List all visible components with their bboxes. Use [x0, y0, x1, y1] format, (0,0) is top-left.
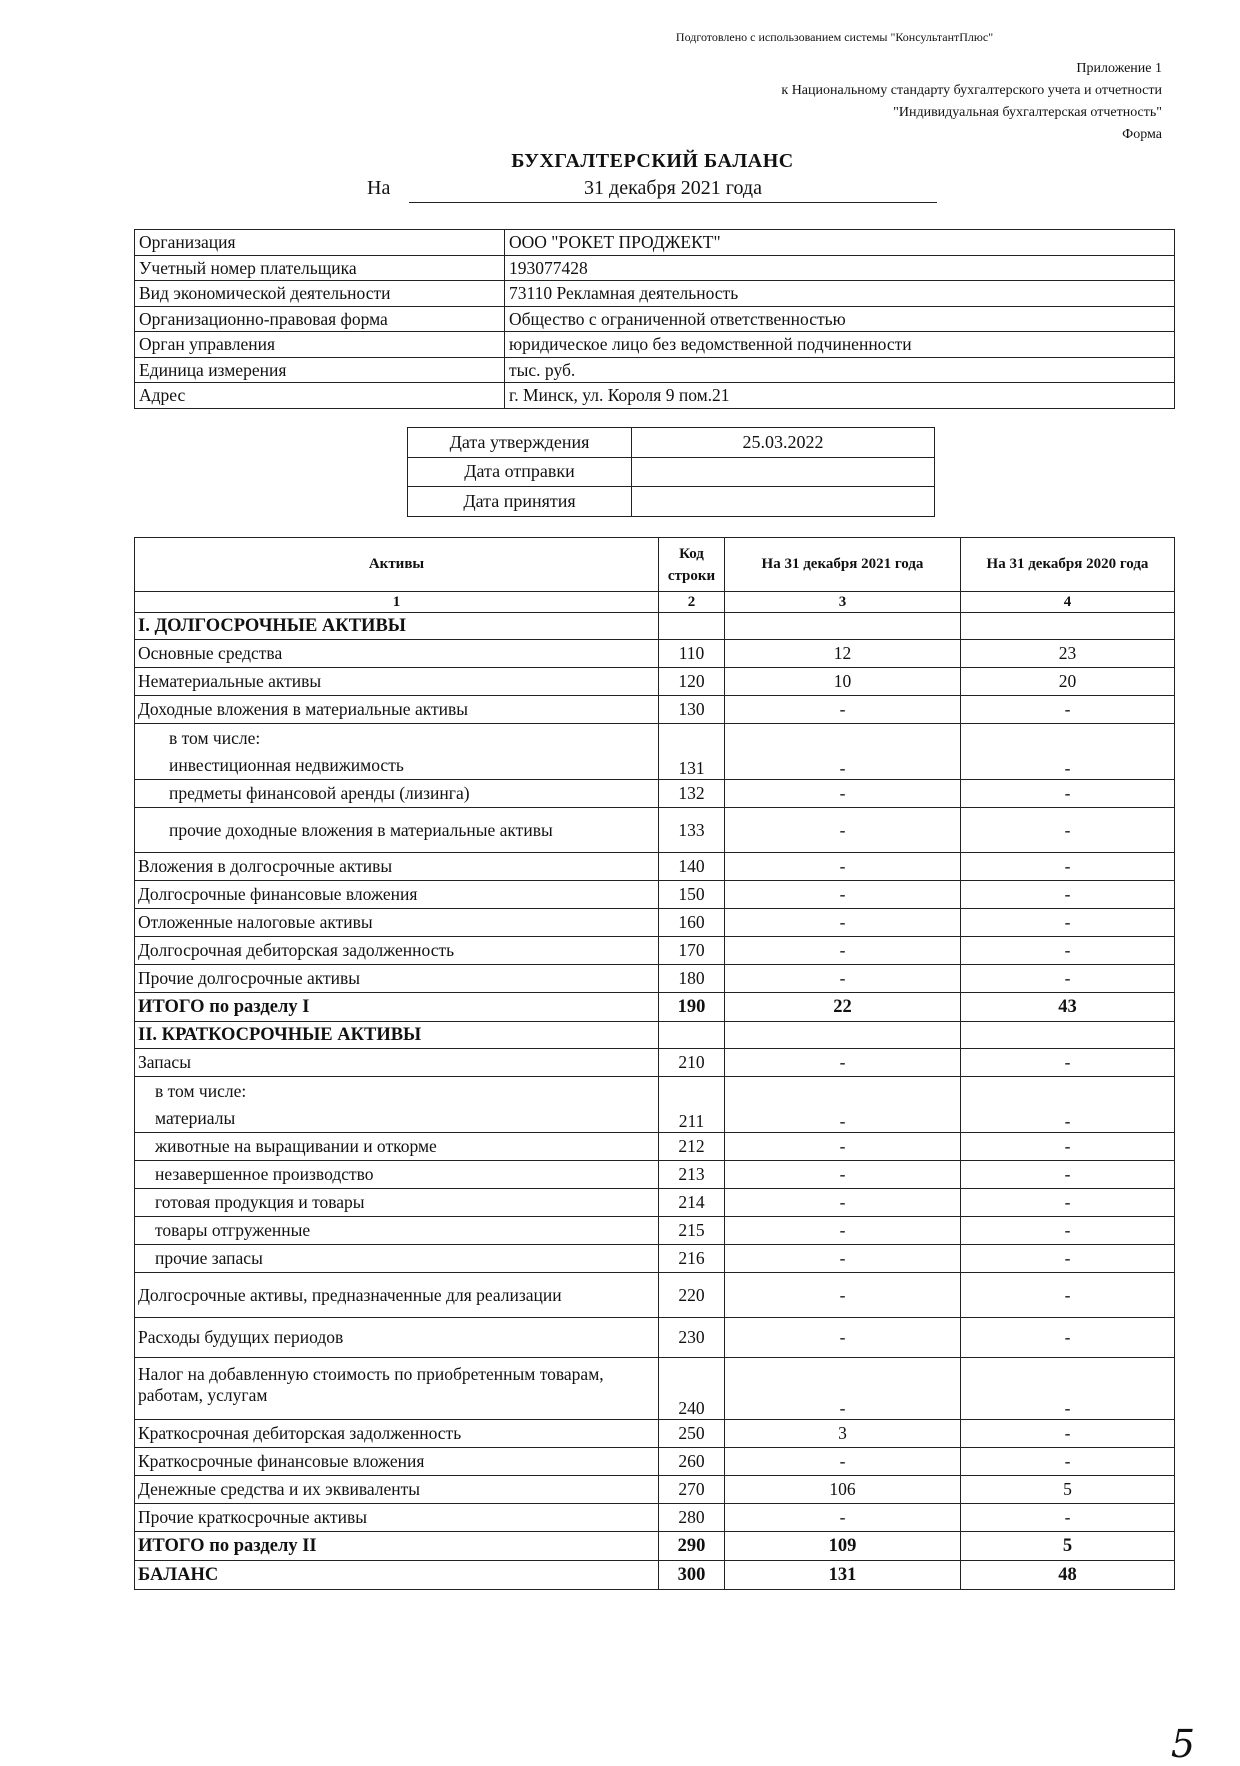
row-code: 270 [659, 1476, 725, 1504]
row-label-including: в том числе: [169, 727, 261, 748]
row-value-2021: 109 [725, 1532, 961, 1561]
row-code: 170 [659, 937, 725, 965]
row-code: 180 [659, 965, 725, 993]
row-label: Нематериальные активы [135, 668, 659, 696]
info-label: Учетный номер плательщика [135, 255, 505, 281]
row-value-2021: - [725, 1161, 961, 1189]
header-assets: Активы [135, 538, 659, 592]
table-row [135, 1189, 1175, 1217]
row-code: 300 [659, 1561, 725, 1590]
row-code: 132 [659, 780, 725, 808]
row-label: Прочие краткосрочные активы [135, 1504, 659, 1532]
table-row [135, 1561, 1175, 1590]
row-value-2021: 131 [725, 1561, 961, 1590]
table-row [135, 696, 1175, 724]
row-value-2020: - [961, 853, 1175, 881]
info-label: Единица измерения [135, 357, 505, 383]
row-label: БАЛАНС [135, 1561, 659, 1590]
row-label: Расходы будущих периодов [135, 1318, 659, 1358]
row-code: 250 [659, 1420, 725, 1448]
row-label: предметы финансовой аренды (лизинга) [135, 780, 659, 808]
row-label: Долгосрочные финансовые вложения [135, 881, 659, 909]
colnum-1: 1 [135, 592, 659, 613]
row-value-2021: - [725, 780, 961, 808]
row-value-2021: - [725, 937, 961, 965]
row-label-item: материалы [155, 1107, 236, 1128]
info-label: Вид экономической деятельности [135, 281, 505, 307]
row-value-2021: 10 [725, 668, 961, 696]
row-value-2021: - [725, 1245, 961, 1273]
row-value-2020: - [961, 909, 1175, 937]
info-label: Адрес [135, 383, 505, 409]
row-value-2020: - [961, 937, 1175, 965]
row-value-2020 [961, 1022, 1175, 1049]
row-value-2020: - [961, 1504, 1175, 1532]
row-value-2020: - [961, 1133, 1175, 1161]
row-code [659, 613, 725, 640]
row-value-2020: - [961, 780, 1175, 808]
row-label: прочие доходные вложения в материальные активы [135, 808, 659, 853]
table-row [135, 1504, 1175, 1532]
row-value-2021: - [725, 881, 961, 909]
row-value-2021: - [725, 808, 961, 853]
row-code: 280 [659, 1504, 725, 1532]
standard-name: "Индивидуальная бухгалтерская отчетность" [893, 105, 1162, 120]
row-value-2020: - [961, 1161, 1175, 1189]
row-value-2021: - [725, 1273, 961, 1318]
info-row [135, 230, 1175, 256]
table-row [135, 668, 1175, 696]
info-label: Организация [135, 230, 505, 256]
date-value [632, 487, 935, 517]
row-label: прочие запасы [135, 1245, 659, 1273]
date-label: Дата принятия [408, 487, 632, 517]
row-code: 140 [659, 853, 725, 881]
row-code: 120 [659, 668, 725, 696]
info-row [135, 255, 1175, 281]
date-value [632, 457, 935, 487]
row-value-2020: - [961, 1318, 1175, 1358]
table-row [135, 1273, 1175, 1318]
info-value: 193077428 [505, 255, 1175, 281]
row-label: Прочие долгосрочные активы [135, 965, 659, 993]
row-label: Вложения в долгосрочные активы [135, 853, 659, 881]
colnum-4: 4 [961, 592, 1175, 613]
row-value-2020: - [961, 1217, 1175, 1245]
row-value-2021: - [725, 1318, 961, 1358]
row-value-2021: 12 [725, 640, 961, 668]
row-value-2020: 5 [961, 1476, 1175, 1504]
row-label: Денежные средства и их эквиваленты [135, 1476, 659, 1504]
table-row [135, 780, 1175, 808]
row-code: 150 [659, 881, 725, 909]
row-value-2021: - [725, 696, 961, 724]
info-row [135, 306, 1175, 332]
info-value: Общество с ограниченной ответственностью [505, 306, 1175, 332]
row-value-2021: - [725, 1049, 961, 1077]
row-code: 133 [659, 808, 725, 853]
row-code: 215 [659, 1217, 725, 1245]
table-row [135, 1476, 1175, 1504]
date-prefix: На [367, 177, 391, 199]
date-row [408, 457, 935, 487]
row-value-2021: - [725, 1217, 961, 1245]
form-label: Форма [1122, 127, 1162, 142]
row-value-2021: 3 [725, 1420, 961, 1448]
row-value-2020: 20 [961, 668, 1175, 696]
row-value-2020 [961, 613, 1175, 640]
row-value-2021: - [725, 853, 961, 881]
row-code: 211 [659, 1077, 725, 1133]
row-value-2020: - [961, 1448, 1175, 1476]
row-value-2020: 43 [961, 993, 1175, 1022]
appendix-label: Приложение 1 [1076, 61, 1162, 76]
header-code [659, 538, 725, 592]
date-label: Дата утверждения [408, 428, 632, 458]
row-value-2020: - [961, 724, 1175, 780]
row-value-2020: - [961, 1189, 1175, 1217]
row-value-2020: - [961, 1358, 1175, 1420]
table-row [135, 640, 1175, 668]
header-2020: На 31 декабря 2020 года [961, 538, 1175, 592]
row-code: 110 [659, 640, 725, 668]
colnum-2: 2 [659, 592, 725, 613]
row-value-2020: - [961, 696, 1175, 724]
table-row [135, 1049, 1175, 1077]
row-label: Отложенные налоговые активы [135, 909, 659, 937]
date-value: 25.03.2022 [632, 428, 935, 458]
info-label: Организационно-правовая форма [135, 306, 505, 332]
info-label: Орган управления [135, 332, 505, 358]
row-code: 240 [659, 1358, 725, 1420]
row-code: 290 [659, 1532, 725, 1561]
info-value: тыс. руб. [505, 357, 1175, 383]
row-code: 230 [659, 1318, 725, 1358]
table-row [135, 965, 1175, 993]
row-label: Запасы [135, 1049, 659, 1077]
row-value-2021 [725, 1022, 961, 1049]
table-row [135, 1420, 1175, 1448]
table-row [135, 1448, 1175, 1476]
row-value-2021: 22 [725, 993, 961, 1022]
row-value-2021: - [725, 1504, 961, 1532]
row-label: ИТОГО по разделу II [135, 1532, 659, 1561]
row-value-2020: - [961, 808, 1175, 853]
row-value-2021: - [725, 1448, 961, 1476]
row-code: 213 [659, 1161, 725, 1189]
row-value-2021: - [725, 1133, 961, 1161]
row-value-2021: - [725, 909, 961, 937]
table-row [135, 1133, 1175, 1161]
row-value-2020: - [961, 881, 1175, 909]
organization-info-table [134, 229, 1175, 409]
info-row [135, 281, 1175, 307]
info-row [135, 332, 1175, 358]
info-row [135, 357, 1175, 383]
page-number: 5 [1170, 1722, 1195, 1766]
row-value-2021 [725, 613, 961, 640]
row-label: Краткосрочная дебиторская задолженность [135, 1420, 659, 1448]
row-label: I. ДОЛГОСРОЧНЫЕ АКТИВЫ [135, 613, 659, 640]
table-row [135, 724, 1175, 780]
consultant-note [0, 30, 1235, 45]
row-code: 131 [659, 724, 725, 780]
info-value: 73110 Рекламная деятельность [505, 281, 1175, 307]
row-value-2021: - [725, 1077, 961, 1133]
report-date: 31 декабря 2021 года [409, 177, 937, 203]
row-label [135, 1077, 659, 1133]
table-row [135, 1318, 1175, 1358]
table-row [135, 909, 1175, 937]
row-label-including: в том числе: [155, 1080, 247, 1101]
row-code: 160 [659, 909, 725, 937]
row-label: Налог на добавленную стоимость по приобретенным товарам, работам, услугам [135, 1358, 659, 1420]
table-row [135, 937, 1175, 965]
row-value-2020: - [961, 1077, 1175, 1133]
table-row [135, 613, 1175, 640]
row-value-2020: - [961, 1420, 1175, 1448]
row-value-2021: - [725, 965, 961, 993]
info-value: ООО "РОКЕТ ПРОДЖЕКТ" [505, 230, 1175, 256]
row-label: Основные средства [135, 640, 659, 668]
row-value-2020: - [961, 965, 1175, 993]
row-code: 210 [659, 1049, 725, 1077]
date-row [408, 428, 935, 458]
row-label-item: инвестиционная недвижимость [169, 754, 404, 775]
row-code: 260 [659, 1448, 725, 1476]
row-label: Долгосрочная дебиторская задолженность [135, 937, 659, 965]
document-title: БУХГАЛТЕРСКИЙ БАЛАНС [511, 150, 794, 172]
table-row [135, 1358, 1175, 1420]
header-2021: На 31 декабря 2021 года [725, 538, 961, 592]
row-code: 220 [659, 1273, 725, 1318]
date-label: Дата отправки [408, 457, 632, 487]
row-label: животные на выращивании и откорме [135, 1133, 659, 1161]
row-value-2020: - [961, 1245, 1175, 1273]
row-code: 190 [659, 993, 725, 1022]
standard-line: к Национальному стандарту бухгалтерского учета и отчетности [781, 83, 1162, 98]
row-code: 130 [659, 696, 725, 724]
table-row [135, 1217, 1175, 1245]
row-label: II. КРАТКОСРОЧНЫЕ АКТИВЫ [135, 1022, 659, 1049]
row-value-2021: - [725, 1189, 961, 1217]
row-code: 212 [659, 1133, 725, 1161]
row-label [135, 724, 659, 780]
row-code [659, 1022, 725, 1049]
info-value: г. Минск, ул. Короля 9 пом.21 [505, 383, 1175, 409]
dates-table [407, 427, 935, 517]
table-header-row [135, 538, 1175, 592]
colnum-3: 3 [725, 592, 961, 613]
row-value-2020: 5 [961, 1532, 1175, 1561]
row-value-2020: - [961, 1049, 1175, 1077]
header-code-text: Код строки [667, 545, 716, 584]
table-row [135, 1245, 1175, 1273]
row-label: готовая продукция и товары [135, 1189, 659, 1217]
table-row [135, 1077, 1175, 1133]
row-label: Доходные вложения в материальные активы [135, 696, 659, 724]
date-row [408, 487, 935, 517]
row-label: ИТОГО по разделу I [135, 993, 659, 1022]
row-value-2021: 106 [725, 1476, 961, 1504]
row-label: Долгосрочные активы, предназначенные для реализации [135, 1273, 659, 1318]
row-value-2021: - [725, 1358, 961, 1420]
row-label: товары отгруженные [135, 1217, 659, 1245]
row-value-2020: 48 [961, 1561, 1175, 1590]
table-row [135, 993, 1175, 1022]
row-label: Краткосрочные финансовые вложения [135, 1448, 659, 1476]
table-row [135, 1532, 1175, 1561]
info-row [135, 383, 1175, 409]
info-value: юридическое лицо без ведомственной подчиненности [505, 332, 1175, 358]
row-code: 214 [659, 1189, 725, 1217]
table-row [135, 1161, 1175, 1189]
table-row [135, 853, 1175, 881]
table-row [135, 881, 1175, 909]
row-value-2021: - [725, 724, 961, 780]
balance-table [134, 537, 1175, 1590]
table-row [135, 1022, 1175, 1049]
row-code: 216 [659, 1245, 725, 1273]
appendix-block [781, 58, 1162, 146]
row-label: незавершенное производство [135, 1161, 659, 1189]
table-row [135, 808, 1175, 853]
column-number-row [135, 592, 1175, 613]
consultant-note-text: Подготовлено с использованием системы "КонсультантПлюс" [675, 30, 994, 44]
row-value-2020: 23 [961, 640, 1175, 668]
row-value-2020: - [961, 1273, 1175, 1318]
